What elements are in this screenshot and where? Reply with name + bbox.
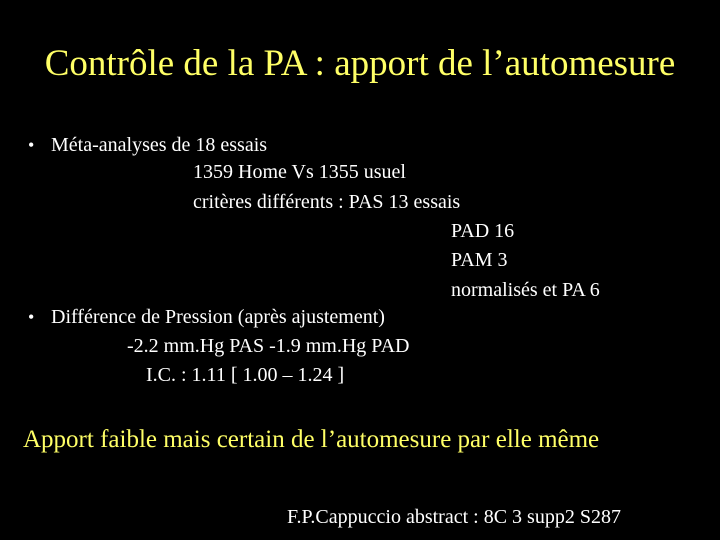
- conclusion-text: Apport faible mais certain de l’automesure par elle même: [23, 426, 600, 453]
- bullet-icon: •: [28, 307, 35, 327]
- sub-line-pam: PAM 3: [451, 249, 508, 271]
- bullet-pressure-difference: Différence de Pression (après ajustement): [51, 306, 385, 328]
- sub-line-normalized: normalisés et PA 6: [451, 279, 600, 301]
- bullet-meta-analyses: Méta-analyses de 18 essais: [51, 134, 268, 156]
- sub-line-mmhg-values: -2.2 mm.Hg PAS -1.9 mm.Hg PAD: [127, 335, 410, 357]
- sub-line-home-vs-usual: 1359 Home Vs 1355 usuel: [193, 161, 406, 183]
- reference-citation: F.P.Cappuccio abstract : 8C 3 supp2 S287: [287, 506, 621, 528]
- bullet-icon: •: [28, 135, 35, 155]
- slide-title: Contrôle de la PA : apport de l’automesure: [44, 43, 676, 84]
- sub-line-criteria-pas: critères différents : PAS 13 essais: [193, 191, 461, 213]
- sub-line-pad: PAD 16: [451, 220, 515, 242]
- sub-line-confidence-interval: I.C. : 1.11 [ 1.00 – 1.24 ]: [146, 364, 345, 386]
